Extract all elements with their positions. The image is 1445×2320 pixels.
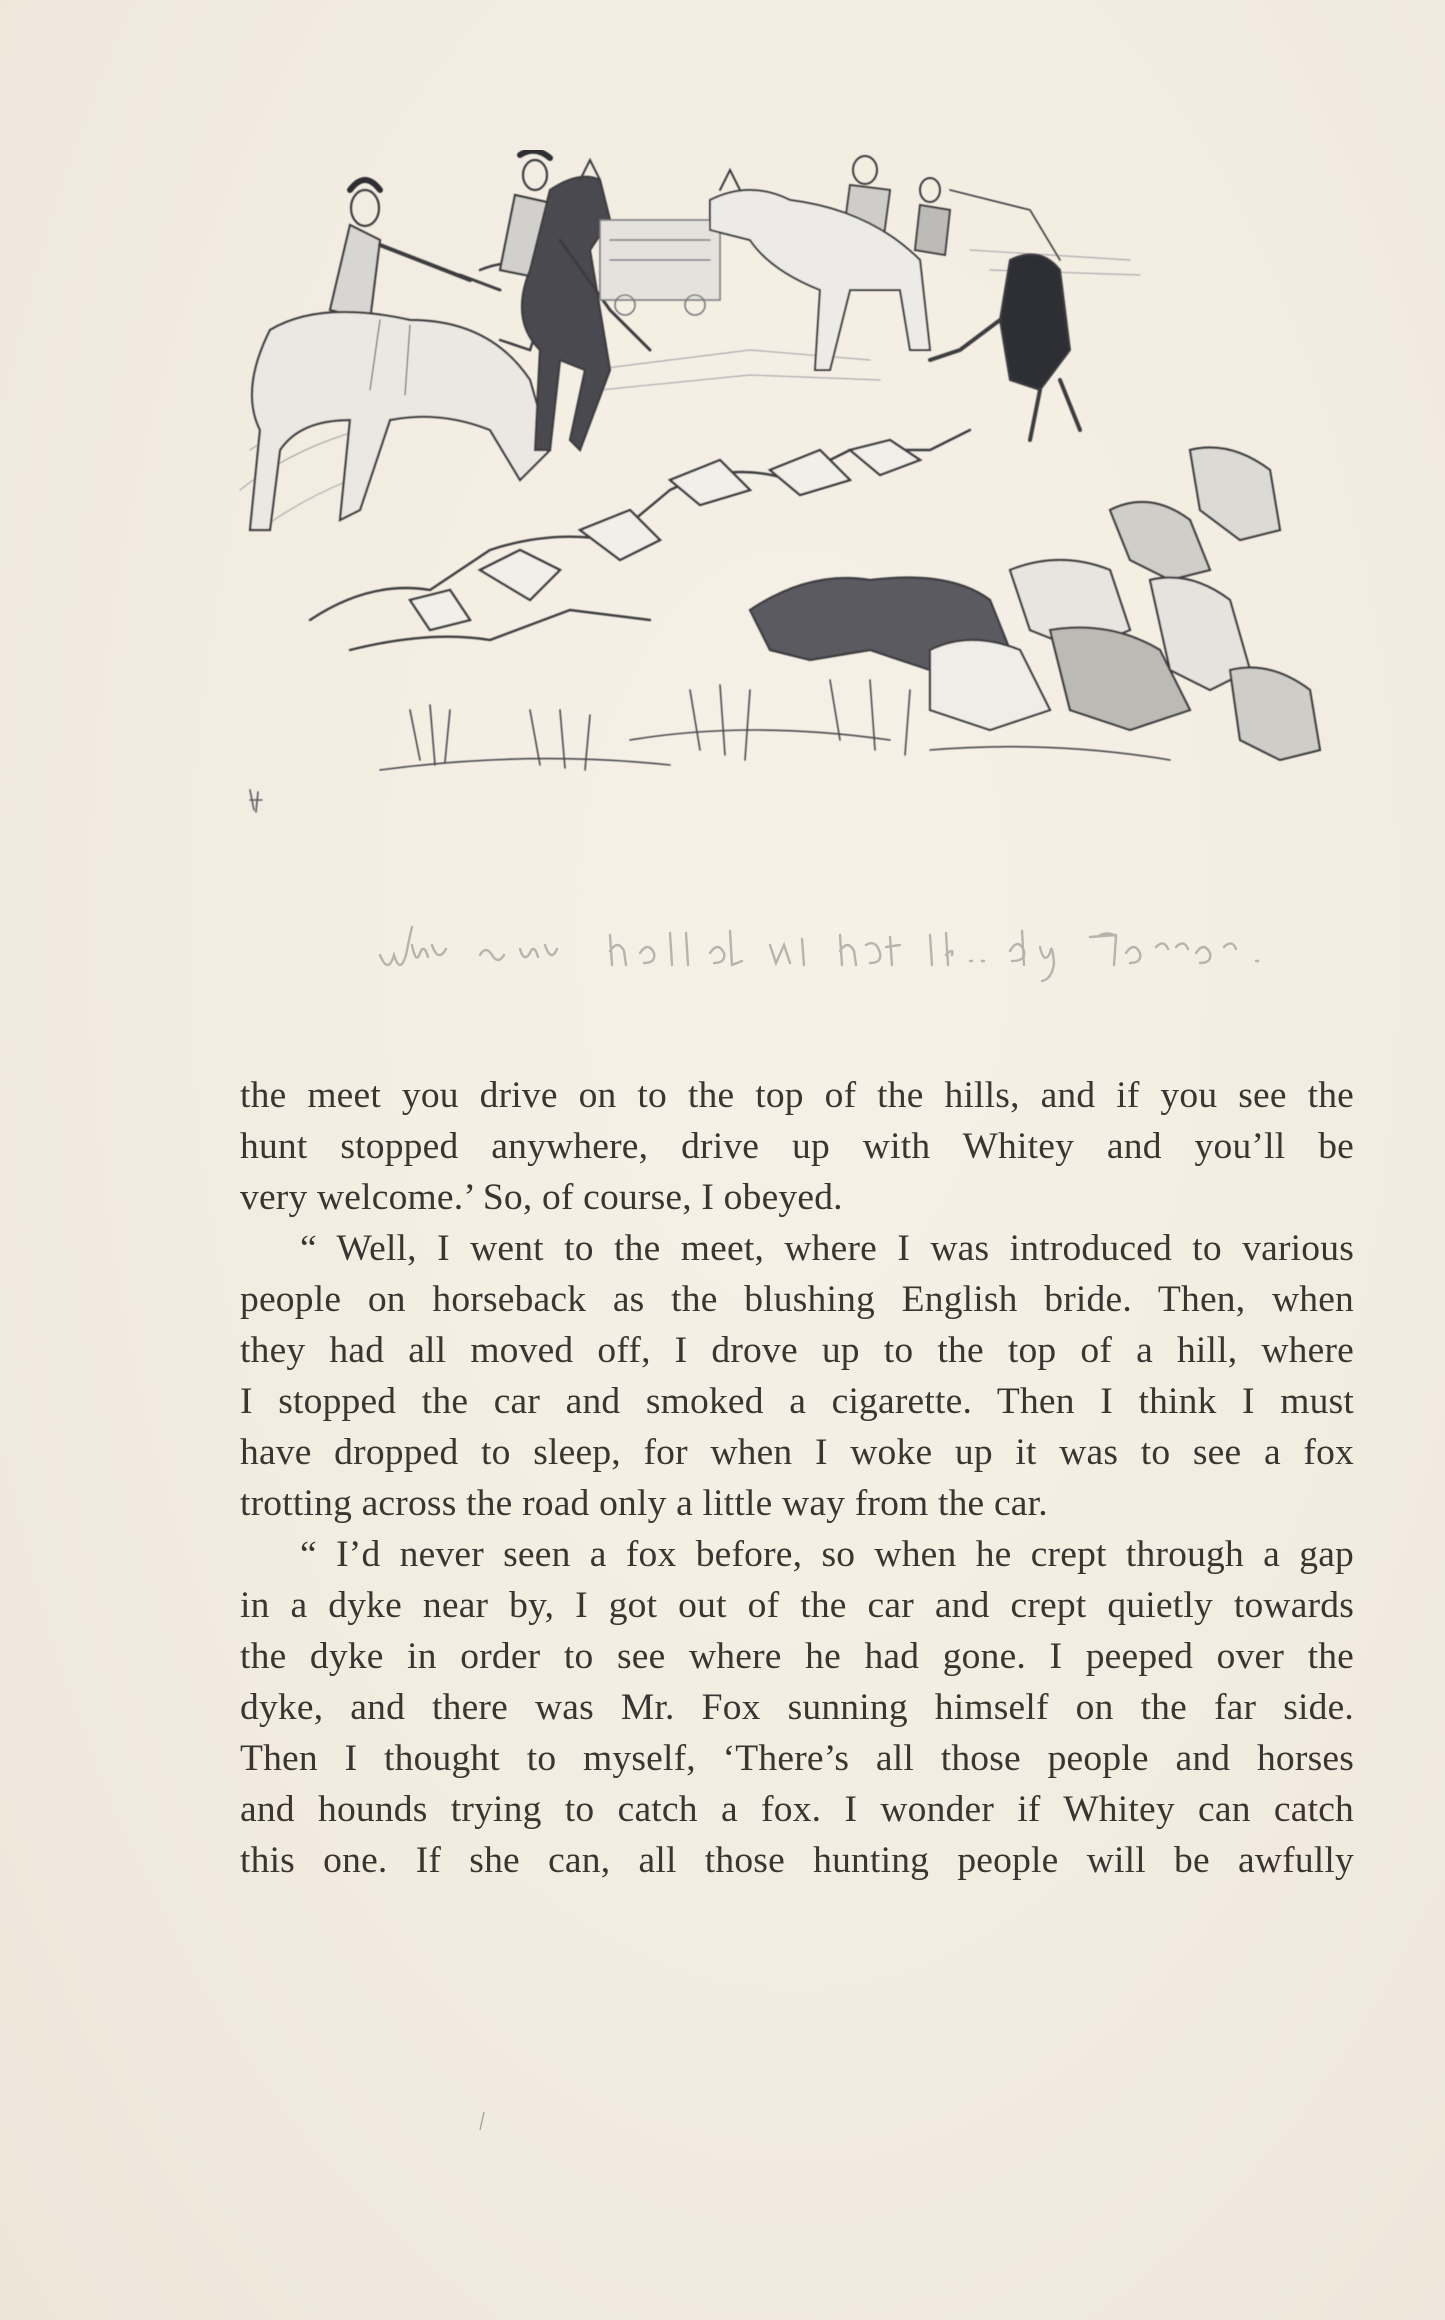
handwritten-signature [370,925,1270,985]
text-line: dyke, and there was Mr. Fox sunning himself on the far side. [240,1687,1354,1728]
text-line: I stopped the car and smoked a cigarette. Then I think I must [240,1381,1354,1422]
hunting-scene-illustration [230,150,1370,890]
text-line: very welcome.’ So, of course, I obeyed. [240,1177,843,1218]
text-line: this one. If she can, all those hunting people will be awfully [240,1840,1354,1881]
text-line: they had all moved off, I drove up to the top of a hill, where [240,1330,1354,1371]
text-line: Then I thought to myself, ‘There’s all those people and horses [240,1738,1354,1779]
text-line: the meet you drive on to the top of the hills, and if you see the [240,1075,1354,1116]
text-line: the dyke in order to see where he had gone. I peeped over the [240,1636,1354,1677]
text-line: “ Well, I went to the meet, where I was introduced to various [300,1228,1354,1269]
body-text [240,1070,1354,1886]
text-line: and hounds trying to catch a fox. I wonder if Whitey can catch [240,1789,1354,1830]
text-line: trotting across the road only a little way from the car. [240,1483,1048,1524]
text-line: in a dyke near by, I got out of the car and crept quietly towards [240,1585,1354,1626]
text-line: “ I’d never seen a fox before, so when he crept through a gap [300,1534,1354,1575]
text-line: hunt stopped anywhere, drive up with Whitey and you’ll be [240,1126,1354,1167]
text-line: have dropped to sleep, for when I woke up it was to see a fox [240,1432,1354,1473]
text-line: people on horseback as the blushing English bride. Then, when [240,1279,1354,1320]
pencil-mark [478,2110,486,2132]
